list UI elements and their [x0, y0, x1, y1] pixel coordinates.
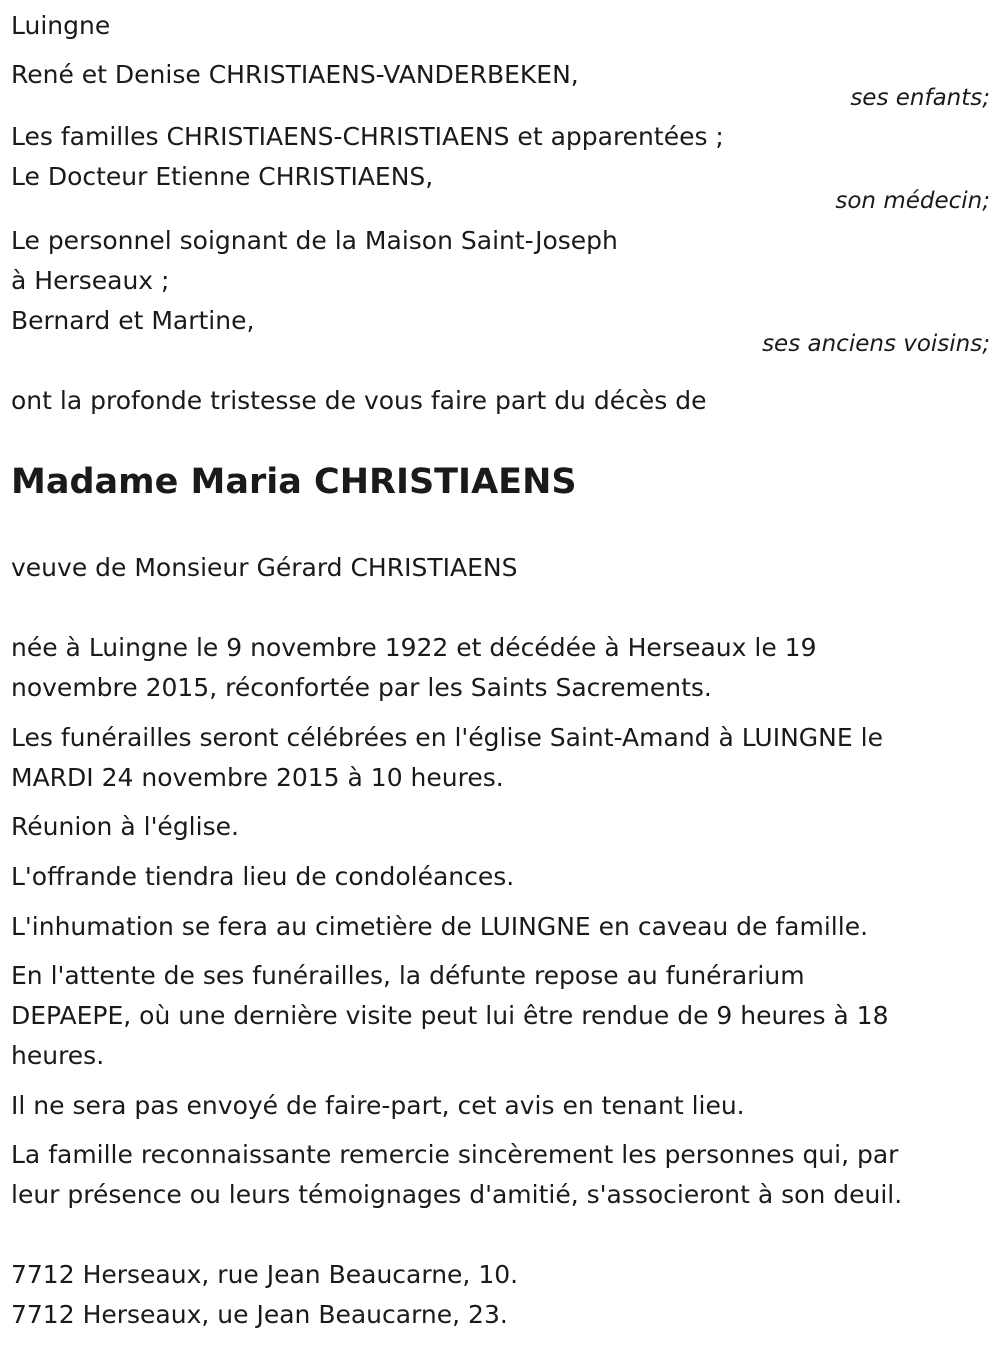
no-cards-line: Il ne sera pas envoyé de faire-part, cet avis en tenant lieu.	[11, 1091, 745, 1120]
birth-death-line-2: novembre 2015, réconfortée par les Saints Sacrements.	[11, 673, 712, 702]
rest-line-2: DEPAEPE, où une dernière visite peut lui être rendue de 9 heures à 18	[11, 1001, 889, 1030]
address-1: 7712 Herseaux, rue Jean Beaucarne, 10.	[11, 1260, 519, 1289]
neighbours-role: ses anciens voisins;	[762, 331, 990, 357]
children-role: ses enfants;	[850, 85, 990, 111]
locality: Luingne	[11, 11, 111, 40]
widow-of: veuve de Monsieur Gérard CHRISTIAENS	[11, 553, 518, 582]
children-names: René et Denise CHRISTIAENS-VANDERBEKEN,	[11, 60, 579, 89]
funeral-line-1: Les funérailles seront célébrées en l'église Saint-Amand à LUINGNE le	[11, 723, 883, 752]
rest-line-1: En l'attente de ses funérailles, la défunte repose au funérarium	[11, 961, 805, 990]
staff-line-1: Le personnel soignant de la Maison Saint-Joseph	[11, 226, 618, 255]
rest-line-3: heures.	[11, 1041, 105, 1070]
families-line: Les familles CHRISTIAENS-CHRISTIAENS et apparentées ;	[11, 122, 724, 151]
announcement: ont la profonde tristesse de vous faire part du décès de	[11, 386, 707, 415]
neighbours-names: Bernard et Martine,	[11, 306, 255, 335]
funeral-line-2: MARDI 24 novembre 2015 à 10 heures.	[11, 763, 504, 792]
address-2: 7712 Herseaux, ue Jean Beaucarne, 23.	[11, 1300, 508, 1329]
burial-line: L'inhumation se fera au cimetière de LUINGNE en caveau de famille.	[11, 912, 869, 941]
deceased-name: Madame Maria CHRISTIAENS	[11, 462, 577, 502]
staff-line-2: à Herseaux ;	[11, 266, 170, 295]
doctor-role: son médecin;	[835, 188, 990, 214]
offering-line: L'offrande tiendra lieu de condoléances.	[11, 862, 515, 891]
thanks-line-2: leur présence ou leurs témoignages d'amitié, s'associeront à son deuil.	[11, 1180, 903, 1209]
doctor-name: Le Docteur Etienne CHRISTIAENS,	[11, 162, 434, 191]
thanks-line-1: La famille reconnaissante remercie sincèrement les personnes qui, par	[11, 1140, 899, 1169]
birth-death-line-1: née à Luingne le 9 novembre 1922 et décédée à Herseaux le 19	[11, 633, 817, 662]
meeting-line: Réunion à l'église.	[11, 812, 239, 841]
